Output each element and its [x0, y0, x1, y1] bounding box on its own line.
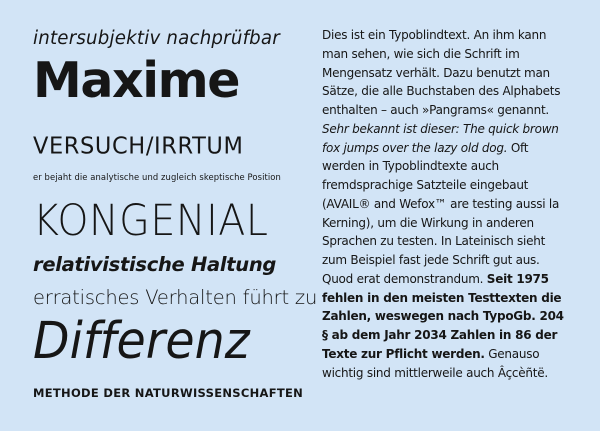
specimen-line-intersubjektiv: intersubjektiv nachprüfbar	[33, 28, 280, 49]
specimen-right-column	[322, 26, 572, 382]
sample-text-part-2: Oft werden in Typoblindtexte auch fremdsprachige Satzteile eingebaut (AVAIL® and Wefox™ are testing aussi la Kerning), um die Wirkung in anderen Sprachen zu testen. In Lateinisch sieht zum Beispiel fast jede Schrift gut aus. Quod erat demonstrandum.	[322, 140, 560, 286]
specimen-line-relativistische-haltung: relativistische Haltung	[33, 253, 277, 276]
sample-text-part-1: Dies ist ein Typoblindtext. An ihm kann man sehen, wie sich die Schrift im Mengensatz verhält. Dazu benutzt man Sätze, die alle Buchstaben des Alphabets enthalten – auch »Pangrams« genannt.	[322, 28, 561, 117]
specimen-line-kongenial: KONGENIAL	[33, 196, 269, 246]
sample-text-bold-numbers: Seit 1975 fehlen in den meisten Testtexten die Zahlen, weswegen nach TypoGb. 204 § ab dem Jahr 2034 Zahlen in 86 der Texte zur Pflicht werden.	[322, 271, 564, 361]
sample-text-paragraph	[322, 26, 572, 382]
sample-text-part-3: Genauso wichtig sind mittlerweile auch Âçcèñtë.	[322, 346, 548, 380]
specimen-line-erratisches-verhalten: erratisches Verhalten führt zu	[33, 286, 318, 309]
specimen-line-small-caption: er bejaht die analytische und zugleich skeptische Position	[33, 172, 281, 182]
specimen-line-methode: METHODE DER NATURWISSENSCHAFTEN	[33, 386, 304, 400]
specimen-line-maxime: Maxime	[33, 52, 240, 109]
specimen-line-differenz: Differenz	[33, 312, 250, 371]
specimen-line-versuch-irrtum: VERSUCH/IRRTUM	[33, 133, 244, 160]
sample-text-italic-pangram: Sehr bekannt ist dieser: The quick brown fox jumps over the lazy old dog.	[322, 121, 559, 155]
